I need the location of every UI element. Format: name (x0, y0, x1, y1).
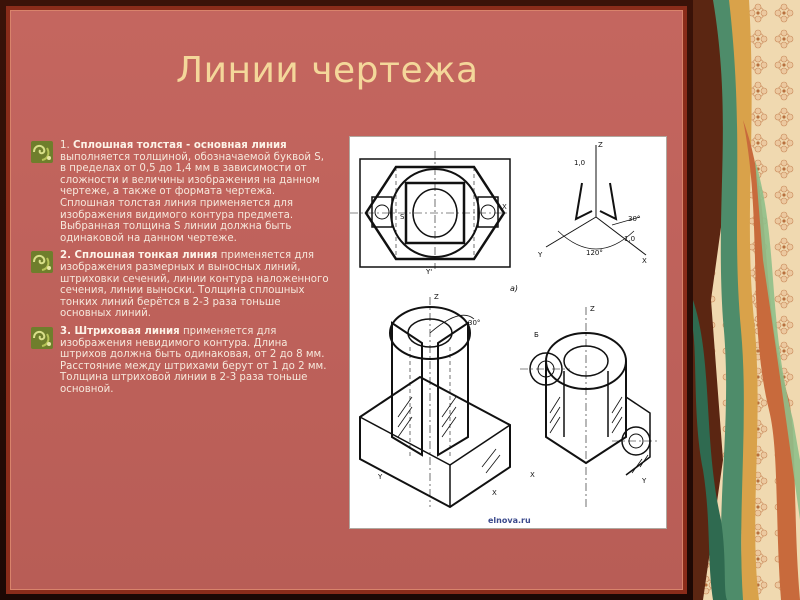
bullet-heading-3: 3. Штриховая линия (60, 325, 180, 337)
bullet-heading-1: Сплошная толстая - основная линия (72, 140, 287, 151)
bullet-heading-2: 2. Сплошная тонкая линия (60, 250, 218, 262)
angle-120-label: 120° (586, 249, 603, 257)
axis-z-label-2: Z (434, 293, 439, 301)
slide-title: Линии чертежа (176, 50, 479, 91)
axis-x-label-2: X (642, 257, 647, 265)
swirl-bullet-icon (30, 250, 54, 274)
angle-30-label: 30° (628, 215, 641, 223)
bullet-number-1: 1. (60, 140, 70, 151)
axis-z-label-3: Z (590, 305, 595, 313)
s-label: S (400, 213, 405, 221)
bullet-item-3 (30, 326, 330, 396)
bullet-item-2 (30, 250, 330, 320)
technical-drawing (349, 136, 667, 529)
bullet-item-1 (30, 140, 330, 244)
axis-x-label-3: X (492, 489, 497, 497)
part-a-label: а) (510, 284, 519, 293)
axis-z-label-1: Z (598, 141, 603, 149)
angle-30-label-2: 30° (468, 319, 481, 327)
bullet-body-3: применяется для изображения невидимого контура. Длина штрихов должна быть одинаковая, от 2 до 8 мм. Расстояние между штрихами берут от 1 до 2 мм. Толщина штриховой линии в 2-3 раза тоньше основной. (60, 325, 327, 395)
hatching-left (398, 397, 500, 473)
watermark: elnova.ru (488, 516, 531, 525)
bullet-list (30, 140, 330, 401)
bullet-body-2: применяется для изображения размерных и выносных линий, штриховки сечений, линии контура наложенного сечения, линии выноски. Толщина сплошных тонких линий берётся в 2-3 раза тоньше основных линий. (60, 250, 329, 320)
axis-x-label-4: X (530, 471, 535, 479)
scale-label-1: 1,0 (574, 159, 586, 167)
axis-y-prime-label: Y' (426, 268, 433, 276)
swirl-bullet-icon (30, 326, 54, 350)
bullet-body-1: выполняется толщиной, обозначаемой буквой S, в пределах от 0,5 до 1,4 мм в зависимости от сложности и величины изображения на данном чертеже, а также от формата чертежа. Сплошная толстая линия применяется для изображения видимого контура предмета. Выбранная толщина S линии должна быть одинаковой на данном чертеже. (60, 151, 324, 244)
scale-label-2: 1,0 (624, 235, 636, 243)
isometric-cutaway-left (360, 297, 510, 507)
flange-front-view (350, 151, 510, 269)
bullet-text-2 (60, 250, 330, 320)
decorative-side-panel (693, 0, 800, 600)
bullet-text-1 (60, 140, 330, 244)
axis-y-label-2: Y (378, 473, 383, 481)
axis-y-label-1: Y (538, 251, 543, 259)
swirl-bullet-icon (30, 140, 54, 164)
section-mark-label: Б (534, 331, 539, 339)
isometric-cutaway-right (520, 307, 660, 509)
decorative-ribbons (693, 0, 800, 600)
axis-y-label-3: Y (642, 477, 647, 485)
axis-x-label-1: X (502, 203, 507, 211)
technical-drawing-svg (350, 137, 666, 528)
bullet-text-3 (60, 326, 330, 396)
